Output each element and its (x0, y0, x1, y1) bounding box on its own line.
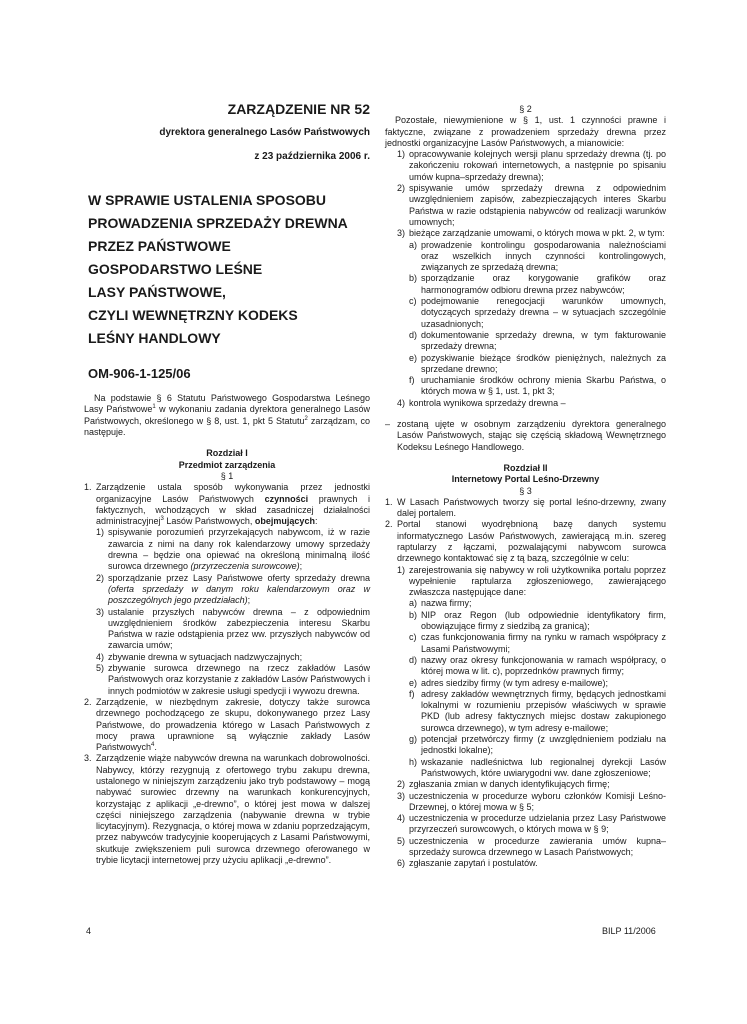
list-item: b) NIP oraz Regon (lub odpowiednie identyfikatory firm, obowiązujące firmy z siedzibą za granicą); (409, 609, 666, 632)
footnote-ref: 2 (304, 415, 308, 422)
list-item: 1) spisywanie porozumień przyrzekających nabywcom, iż w razie zawarcia z nimi na dany rok kalendarzowy umowy sprzedaży drewna – będzie ona opiewać na określoną minimalną ilość surowca drzewnego (przyrzeczenia surowcowe); (96, 527, 370, 572)
list-item: g) potencjał przetwórczy firmy (z uwzględnieniem podziału na jednostki lokalne); (409, 734, 666, 756)
list-item: 1) opracowywanie kolejnych wersji planu sprzedaży drewna (tj. po zakończeniu rokowań internetowych, a następnie po spisaniu umów kupna–sprzedaży drewna); (397, 149, 666, 182)
list-item: 1) zarejestrowania się nabywcy w roli użytkownika portalu poprzez wypełnienie raptularza zgłoszeniowego, zawierającego zwłaszcza następujące dane: (397, 564, 666, 598)
page-number: 4 (86, 926, 92, 936)
list-item: 4) uczestniczenia w procedurze udzielania przez Lasy Państwowe przyrzeczeń surowcowych, o których mowa w § 9; (397, 813, 666, 835)
right-column (385, 104, 666, 870)
list-item: 4) kontrola wynikowa sprzedaży drewna – (397, 397, 566, 408)
list-item: 6) zgłaszanie zapytań i postulatów. (397, 858, 538, 869)
document-issuer: dyrektora generalnego Lasów Państwowych (159, 127, 370, 139)
footnote-ref: 3 (160, 516, 164, 523)
document-subject (84, 189, 370, 350)
subject-line: LEŚNY HANDLOWY (88, 329, 221, 346)
subject-line: PRZEZ PAŃSTWOWE (88, 237, 231, 254)
intro-paragraph (84, 393, 370, 438)
list-item: 3) ustalanie przyszłych nabywców drewna – z odpowiednim uwzględnieniem środków zabezpieczenia interesu Skarbu Państwa w razie odstąpienia przez ww. przyszłych nabywców od zawarcia umów; (96, 606, 370, 651)
chapter-subtitle: Przedmiot zarządzenia (178, 459, 276, 470)
left-column (84, 101, 370, 866)
footnote-ref: 1 (152, 404, 156, 411)
sub-sub-list (397, 598, 666, 779)
list-item: f) uruchamianie środków ochrony mienia Skarbu Państwa, o których mowa w § 1, ust. 1, pkt 3; (409, 375, 666, 397)
sub-list (385, 565, 666, 870)
intro-text: Na podstawie § 6 Statutu Państwowego Gospodarstwa Leśnego Lasy Państwowe (84, 393, 370, 415)
section-point: 2. Portal stanowi wyodrębnioną bazę danych systemu informatycznego Lasów Państwowych, zawierającą m.in. szereg raptularzy z łączami, pozwalającymi nabywcom surowca drzewnego kontaktować się z tą bazą, szczególnie w celu: (385, 519, 666, 564)
list-item: f) adresy zakładów wewnętrznych firmy, będących jednostkami lokalnymi w rozumieniu przepisów właściwych w sprawie PKD (lub adresy faktycznych miejsc dostaw zakupionego surowca drzewnego), w tym adresy e-mailowe; (409, 688, 666, 733)
list-item: 5) uczestniczenia w procedurze zawierania umów kupna–sprzedaży surowca drzewnego w Lasach Państwowych; (397, 835, 666, 857)
paragraph-mark: § 3 (519, 485, 532, 496)
list-item: 3) bieżące zarządzanie umowami, o których mowa w pkt. 2, w tym: (397, 228, 665, 239)
list-item: b) sporządzanie oraz korygowanie grafików oraz harmonogramów odbioru drewna przez nabywców; (409, 273, 666, 295)
intro-text: w wykonaniu zadania dyrektora generalnego Lasów Państwowych, określonego w § 8, ust. 1, pkt 5 Statutu (84, 404, 370, 426)
list-item: 2) zgłaszania zmian w danych identyfikujących firmę; (397, 779, 610, 790)
document-title: ZARZĄDZENIE NR 52 (227, 101, 370, 117)
sub-list (385, 149, 666, 409)
list-item: e) adres siedziby firmy (w tym adresy e-mailowe); (409, 677, 609, 688)
section-point: 1. W Lasach Państwowych tworzy się portal leśno-drzewny, zwany dalej portalem. (385, 496, 666, 519)
paragraph-mark: § 2 (519, 104, 532, 114)
list-item: c) podejmowanie renegocjacji warunków umownych, dotyczących sprzedaży drewna – w sytuacjach szczególnie uzasadnionych; (409, 296, 666, 329)
sub-list (84, 527, 370, 696)
list-item: h) wskazanie nadleśnictwa lub regionalnej dyrekcji Lasów Państwowych, które uwiarygodni ww. dane zgłoszeniowe; (409, 756, 666, 778)
list-item: a) nazwa firmy; (409, 598, 472, 609)
section-point: 3. Zarządzenie wiąże nabywców drewna na warunkach dobrowolności. Nabywcy, którzy rezygnują z ofertowego trybu zakupu drewna, ustalonego w niniejszym zarządzeniu jako tryb podstawowy – mogą nabywać surowiec drzewny na warunkach konkurencyjnych, korzystając z aplikacji „e-drewno”, o której jest mowa w dalszej części niniejszego zarządzenia (nabywanie drewna w trybie licytacyjnym). Rezygnacja, o której mowa w zdaniu poprzedzającym, przez nabywców tradycyjnie kooperujących z Lasami Państwowymi, skutkuje zwiększeniem puli surowca drzewnego oferowanego w trybie licytacji internetowej przy użyciu aplikacji „e-drewno”. (84, 753, 370, 866)
list-item: 4) zbywanie drewna w sytuacjach nadzwyczajnych; (96, 651, 303, 662)
list-item: 3) uczestniczenia w procedurze wyboru członków Komisji Leśno-Drzewnej, o której mowa w § 5; (397, 790, 666, 812)
list-item: 2) spisywanie umów sprzedaży drewna z odpowiednim uwzględnieniem zapisów, zabezpieczających interes Skarbu Państwa w razie odstąpienia nabywców od realizacji warunków umownych; (397, 183, 666, 227)
list-item: d) nazwy oraz okresy funkcjonowania w ramach współpracy, o której mowa w lit. c), poprzednków prawnych firmy; (409, 654, 666, 677)
subject-line: GOSPODARSTWO LEŚNE (88, 260, 263, 277)
subject-line: PROWADZENIA SPRZEDAŻY DREWNA (88, 214, 348, 231)
list-item: 5) zbywanie surowca drzewnego na rzecz zakładów Lasów Państwowych oraz korzystanie z zakładów Lasów Państwowych i innych podmiotów w zakresie usługi spedycji i wywozu drewna. (96, 663, 370, 696)
section-point: 2. Zarządzenie, w niezbędnym zakresie, dotyczy także surowca drzewnego pochodzącego ze skupu, dokonywanego przez Lasy Państwowe, do prowadzenia którego w Lasach Państwowych z mocy prawa uprawnione są wyłącznie zakłady Lasów Państwowych$^4$. (84, 696, 370, 753)
section-point: 1. Zarządzenie ustala sposób wykonywania przez jednostki organizacyjne Lasów Państwowych czynności prawnych i faktycznych, wchodzących w skład zasadniczej działalności administracyjnej$^3$ Lasów Państwowych, obejmujących: (84, 482, 370, 527)
subject-line: LASY PAŃSTWOWE, (88, 283, 226, 300)
document-date: z 23 października 2006 r. (254, 150, 370, 162)
chapter-heading: Rozdział II (503, 462, 548, 473)
chapter-subtitle: Internetowy Portal Leśno-Drzewny (451, 474, 600, 485)
sub-sub-list (397, 240, 666, 398)
section-intro: Pozostałe, niewymienione w § 1, ust. 1 czynności prawne i faktyczne, związane z prowadzeniem sprzedaży drewna przez jednostki organizacyjne Lasów Państwowych, a mianowicie: (385, 115, 666, 148)
subject-line: W SPRAWIE USTALENIA SPOSOBU (88, 191, 327, 208)
publication-id: BILP 11/2006 (602, 926, 656, 936)
list-item: a) prowadzenie kontrolingu gospodarowania należnościami oraz wszelkich innych czynności kontrolingowych, związanych ze sprzedażą drewna; (409, 239, 666, 273)
document-signature: OM-906-1-125/06 (88, 365, 191, 381)
subject-line: CZYLI WEWNĘTRZNY KODEKS (88, 306, 298, 323)
paragraph-mark: § 1 (220, 470, 234, 481)
dash-clause: – zostaną ujęte w osobnym zarządzeniu dyrektora generalnego Lasów Państwowych, stając się częścią składową Wewnętrznego Kodeksu Leśnego Handlowego. (385, 419, 666, 452)
chapter-heading: Rozdział I (206, 448, 248, 459)
list-item: d) dokumentowanie sprzedaży drewna, w tym fakturowanie sprzedaży drewna; (409, 329, 666, 352)
list-item: c) czas funkcjonowania firmy na rynku w ramach współpracy z Lasami Państwowymi; (409, 632, 666, 654)
list-item: 2) sporządzanie przez Lasy Państwowe oferty sprzedaży drewna (oferta sprzedaży w danym roku kalendarzowym oraz w poszczególnych jego przedziałach); (96, 572, 370, 606)
intro-text: zarządzam, co następuje. (84, 415, 370, 438)
footnote-ref: 4 (151, 742, 155, 749)
list-item: e) pozyskiwanie bieżące środków pieniężnych, należnych za sprzedane drewno; (409, 352, 666, 374)
